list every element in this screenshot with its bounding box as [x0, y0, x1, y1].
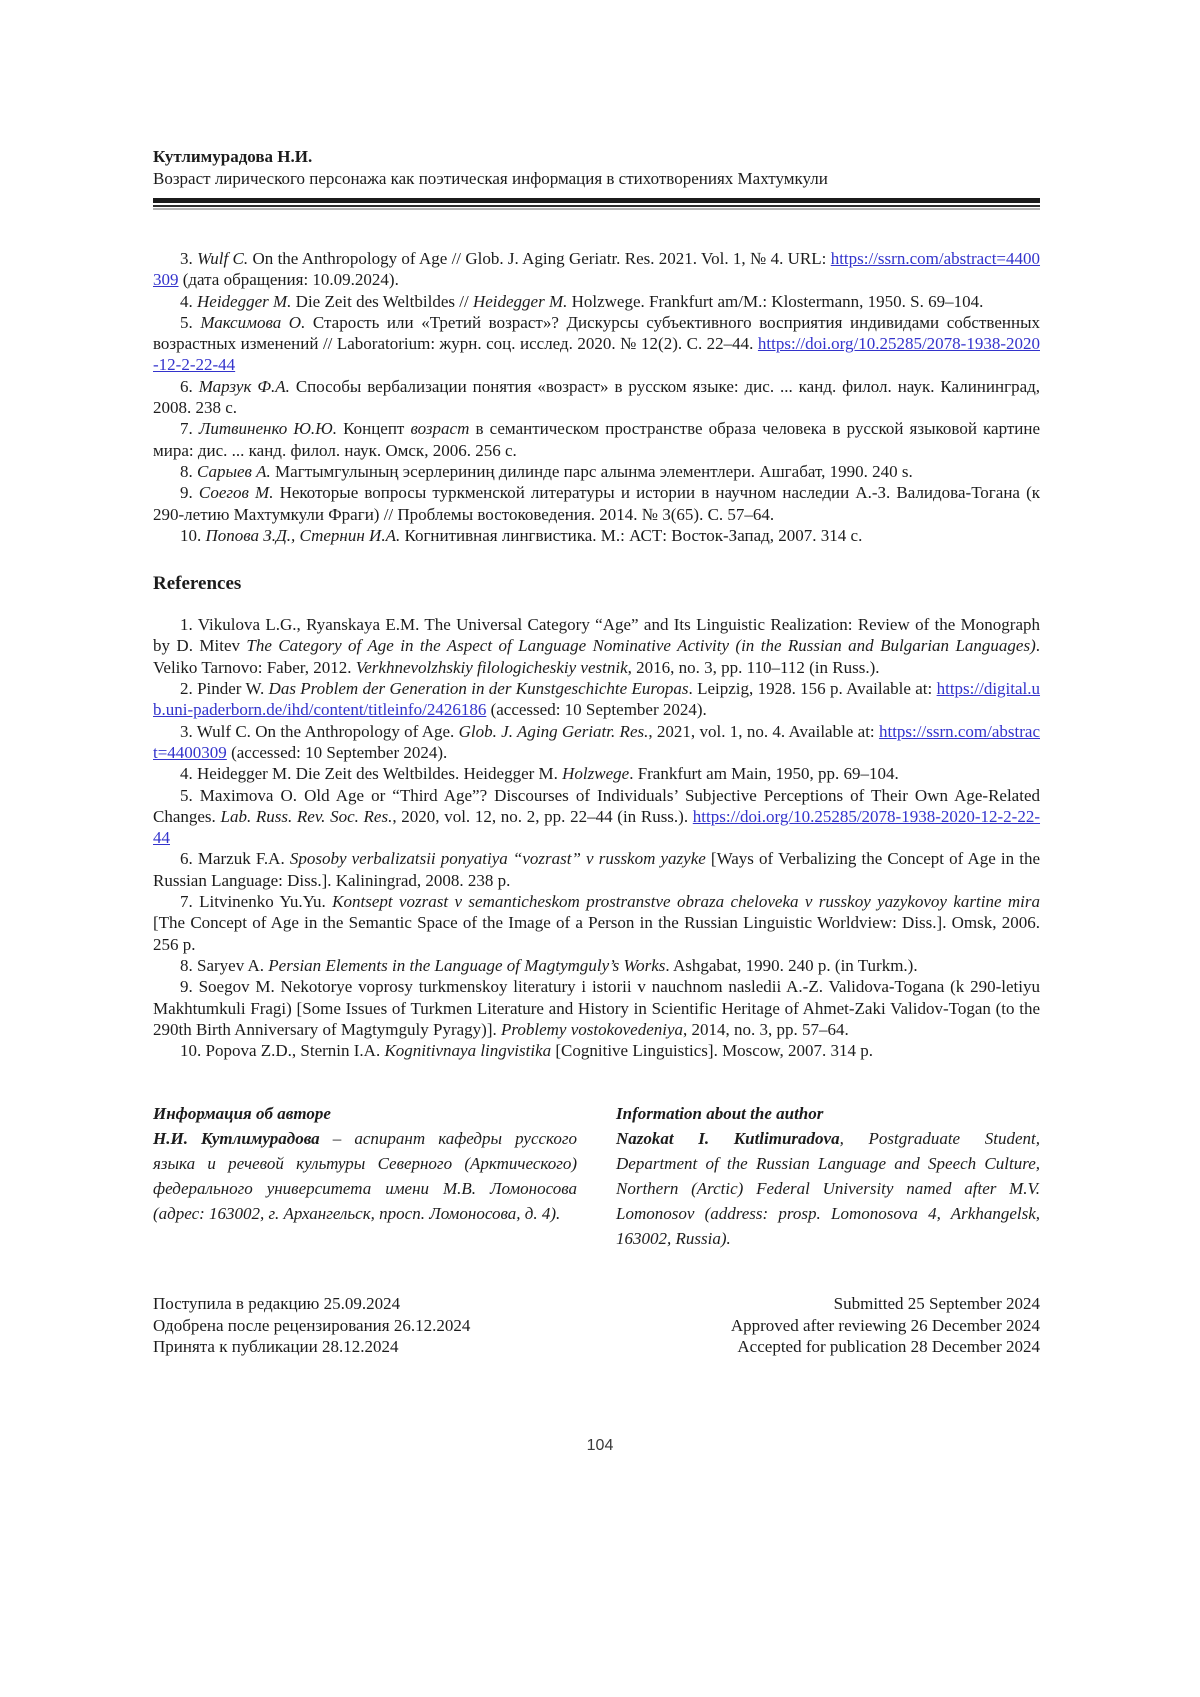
english-reference-list — [153, 614, 1040, 1061]
text-run: – аспирант кафедры русского языка и речевой культуры Северного (Арктического) федерального университета имени М.В. Ломоносова (адрес: 163002, г. Архангельск, просп. Ломоносова, д. 4). — [153, 1129, 577, 1224]
date-approved-en: Approved after reviewing 26 December 2024 — [730, 1315, 1040, 1335]
text-run: Некоторые вопросы туркменской литературы и истории в научном наследии А.-З. Валидова-Тогана (к 290-летию Махтумкули Фраги) // Проблемы востоковедения. 2014. № 3(65). С. 57–64. — [153, 483, 1041, 524]
reference-item-ru-3 — [153, 248, 1040, 291]
text-run: Holzwege. Frankfurt am/M.: Klostermann, 1950. S. 69–104. — [567, 291, 984, 311]
text-run: Lab. Russ. Rev. Soc. Res. — [220, 806, 393, 826]
reference-item-en-9 — [153, 976, 1040, 1040]
text-run: Glob. J. Aging Geriatr. Res. — [458, 721, 649, 741]
running-header-article-title: Возраст лирического персонажа как поэтическая информация в стихотворениях Махтумкули — [153, 169, 828, 188]
text-run: 7. — [180, 419, 199, 439]
page-number: 104 — [586, 1437, 614, 1454]
text-run: Kontsept vozrast v semanticheskom prostranstve obraza cheloveka v russkoy yazykovoy kartine mira — [332, 892, 1040, 912]
text-run: 5. — [180, 312, 201, 332]
reference-item-en-6 — [153, 848, 1040, 891]
text-run: 9. Soegov M. Nekotorye voprosy turkmenskoy literatury i istorii v nauchnom nasledii A.-Z. Validova-Togana (k 290-letiyu Makhtumkuli Fragi) [Some Issues of Turkmen Literature and History in Scientific Heritage of Ahmet-Zaki Validov-Togan (to the 290th Birth Anniversary of Magtymguly Pyragy)]. — [153, 977, 1040, 1039]
text-run: Problemy vostokovedeniya — [501, 1019, 684, 1039]
text-run: Концепт — [336, 419, 411, 439]
text-run: Способы вербализации понятия «возраст» в русском языке: дис. ... канд. филол. наук. Калининград, 2008. 238 с. — [153, 376, 1041, 418]
text-run: (accessed: 10 September 2024). — [226, 742, 448, 762]
text-run: , 2014, no. 3, pp. 57–64. — [683, 1019, 849, 1039]
author-info-heading-ru: Информация об авторе — [153, 1104, 331, 1124]
date-approved-ru: Одобрена после рецензирования 26.12.2024 — [153, 1315, 471, 1335]
text-run: On the Anthropology of Age // Glob. J. Aging Geriatr. Res. 2021. Vol. 1, № 4. URL: — [248, 249, 831, 268]
text-run: [Ways of Verbalizing the Concept of Age in the Russian Language: Diss.]. Kaliningrad, 2008. 238 p. — [153, 849, 1040, 890]
reference-item-ru-8 — [153, 461, 1040, 482]
text-run: (дата обращения: 10.09.2024). — [178, 270, 399, 290]
text-run: Heidegger M. — [197, 291, 292, 311]
date-submitted-ru: Поступила в редакцию 25.09.2024 — [153, 1294, 401, 1314]
reference-item-ru-10 — [153, 525, 1040, 546]
text-run: 9. — [180, 483, 199, 503]
reference-item-en-8 — [153, 955, 1040, 976]
reference-item-ru-9 — [153, 482, 1040, 525]
text-run: 8. Saryev A. — [180, 955, 269, 975]
text-run: 6. Marzuk F.A. — [180, 849, 290, 869]
submission-dates-english — [731, 1293, 1040, 1358]
text-run: Holzwege — [562, 764, 630, 784]
text-run: 7. Litvinenko Yu.Yu. — [180, 892, 333, 912]
text-run: 3. Wulf C. On the Anthropology of Age. — [180, 721, 459, 741]
date-accepted-ru: Принята к публикации 28.12.2024 — [153, 1337, 399, 1357]
russian-reference-list — [153, 248, 1040, 546]
reference-item-en-2 — [153, 678, 1040, 721]
hyperlink[interactable]: https://doi.org/10.25285/2078-1938-2020-12-2-22-44 — [153, 806, 1041, 848]
text-run: Старость или «Третий возраст»? Дискурсы субъективного восприятия индивидами собственных возрастных изменений // Laboratorium: журн. соц. исслед. 2020. № 12(2). С. 22–44. — [153, 312, 1040, 354]
author-info-section — [153, 1101, 1040, 1251]
text-run: 8. — [180, 461, 197, 481]
author-info-english-column — [616, 1101, 1040, 1251]
text-run: . Veliko Tarnovo: Faber, 2012. — [153, 636, 1040, 677]
text-run: Kognitivnaya lingvistika — [384, 1041, 552, 1061]
text-run: Nazokat I. Kutlimuradova — [616, 1129, 840, 1149]
text-run: 4. — [180, 291, 197, 311]
reference-item-en-1 — [153, 614, 1040, 678]
text-run: 6. — [180, 376, 199, 396]
text-run: . Frankfurt am Main, 1950, pp. 69–104. — [629, 764, 899, 784]
text-run: Die Zeit des Weltbildes // — [291, 291, 473, 311]
text-run: . Ashgabat, 1990. 240 p. (in Turkm.). — [665, 955, 918, 975]
text-run: [The Concept of Age in the Semantic Space of the Image of a Person in the Russian Linguistic Worldview: Diss.]. Omsk, 2006. 256 p. — [153, 913, 1040, 954]
hyperlink[interactable]: https://ssrn.com/abstract=4400309 — [153, 721, 1040, 762]
text-run: Heidegger M. — [472, 291, 568, 311]
header-separator-rule — [153, 198, 1040, 210]
text-run: Das Problem der Generation in der Kunstgeschichte Europas — [268, 679, 689, 699]
text-run: Литвиненко Ю.Ю. — [198, 419, 337, 439]
text-run: Н.И. Кутлимурадова — [153, 1129, 320, 1149]
text-run: 4. Heidegger M. Die Zeit des Weltbildes. Heidegger M. — [180, 764, 563, 784]
rule-thin-bar — [153, 208, 1040, 210]
running-header-author: Кутлимурадова Н.И. — [153, 147, 313, 166]
reference-item-ru-4 — [153, 291, 1040, 312]
text-run: [Cognitive Linguistics]. Moscow, 2007. 314 p. — [551, 1041, 874, 1061]
author-info-body-en — [616, 1126, 1040, 1251]
text-run: 10. Popova Z.D., Sternin I.A. — [180, 1041, 385, 1061]
hyperlink[interactable]: https://digital.ub.uni-paderborn.de/ihd/content/titleinfo/2426186 — [153, 679, 1041, 720]
text-run: , 2021, vol. 1, no. 4. Available at: — [648, 721, 879, 741]
submission-dates-section — [153, 1293, 1040, 1358]
reference-item-en-5 — [153, 785, 1040, 849]
author-info-body-ru — [153, 1126, 577, 1226]
text-run: , 2020, vol. 12, no. 2, pp. 22–44 (in Russ.). — [392, 806, 693, 826]
text-run: 2. Pinder W. — [180, 679, 269, 699]
text-run: 10. — [180, 525, 206, 545]
references-section-heading: References — [153, 573, 242, 595]
author-info-russian-column — [153, 1101, 577, 1251]
text-run: Verkhnevolzhskiy filologicheskiy vestnik — [355, 657, 628, 677]
reference-item-ru-7 — [153, 418, 1040, 461]
submission-dates-russian — [153, 1293, 470, 1358]
date-accepted-en: Accepted for publication 28 December 2024 — [737, 1337, 1040, 1357]
rule-mid-bar — [153, 205, 1040, 207]
text-run: (accessed: 10 September 2024). — [486, 700, 707, 720]
date-submitted-en: Submitted 25 September 2024 — [833, 1294, 1040, 1314]
text-run: Когнитивная лингвистика. М.: АСТ: Восток-Запад, 2007. 314 с. — [400, 525, 863, 545]
reference-item-en-4 — [153, 763, 1040, 784]
text-run: Сарыев А. — [197, 461, 271, 481]
rule-thick-bar — [153, 198, 1040, 203]
text-run: Wulf C. — [197, 249, 249, 268]
text-run: The Category of Age in the Aspect of Language Nominative Activity (in the Russian and Bulgarian Languages) — [246, 636, 1036, 656]
text-run: 1. Vikulova L.G., Ryanskaya E.M. The Universal Category “Age” and Its Linguistic Realization: Review of the Monograph by D. Mitev — [153, 615, 1040, 656]
text-run: 5. Maximova O. Old Age or “Third Age”? Discourses of Individuals’ Subjective Perceptions of Their Own Age-Related Changes. — [153, 785, 1040, 826]
reference-item-ru-5 — [153, 312, 1040, 376]
reference-item-ru-6 — [153, 376, 1040, 419]
text-run: Максимова О. — [200, 312, 306, 332]
page-content — [153, 146, 1040, 1358]
reference-item-en-7 — [153, 891, 1040, 955]
text-run: Persian Elements in the Language of Magtymguly’s Works — [268, 955, 666, 975]
text-run: Соегов М. — [198, 483, 274, 503]
text-run: 3. — [180, 249, 198, 268]
text-run: Марзук Ф.А. — [198, 376, 290, 396]
author-info-heading-en: Information about the author — [616, 1104, 824, 1124]
text-run: , Postgraduate Student, Department of the Russian Language and Speech Culture, Northern (Arctic) Federal University named after M.V. Lomonosov (address: prosp. Lomonosova 4, Arkhangelsk, 163002, Russia). — [616, 1129, 1040, 1249]
text-run: Sposoby verbalizatsii ponyatiya “vozrast” v russkom yazyke — [289, 849, 706, 869]
reference-item-en-10 — [153, 1040, 1040, 1061]
text-run: , 2016, no. 3, pp. 110–112 (in Russ.). — [627, 657, 880, 677]
hyperlink[interactable]: https://doi.org/10.25285/2078-1938-2020-12-2-22-44 — [153, 334, 1040, 375]
hyperlink[interactable]: https://ssrn.com/abstract=4400309 — [153, 249, 1041, 290]
text-run: в семантическом пространстве образа человека в русской языковой картине мира: дис. ... канд. филол. наук. Омск, 2006. 256 с. — [153, 419, 1041, 460]
text-run: Попова З.Д., Стернин И.А. — [205, 525, 401, 545]
text-run: возраст — [410, 419, 470, 439]
reference-item-en-3 — [153, 721, 1040, 764]
text-run: Магтымгулының эсерлериниң дилинде парс алынма элементлери. Ашгабат, 1990. 240 s. — [270, 461, 913, 481]
text-run: . Leipzig, 1928. 156 p. Available at: — [688, 679, 937, 699]
